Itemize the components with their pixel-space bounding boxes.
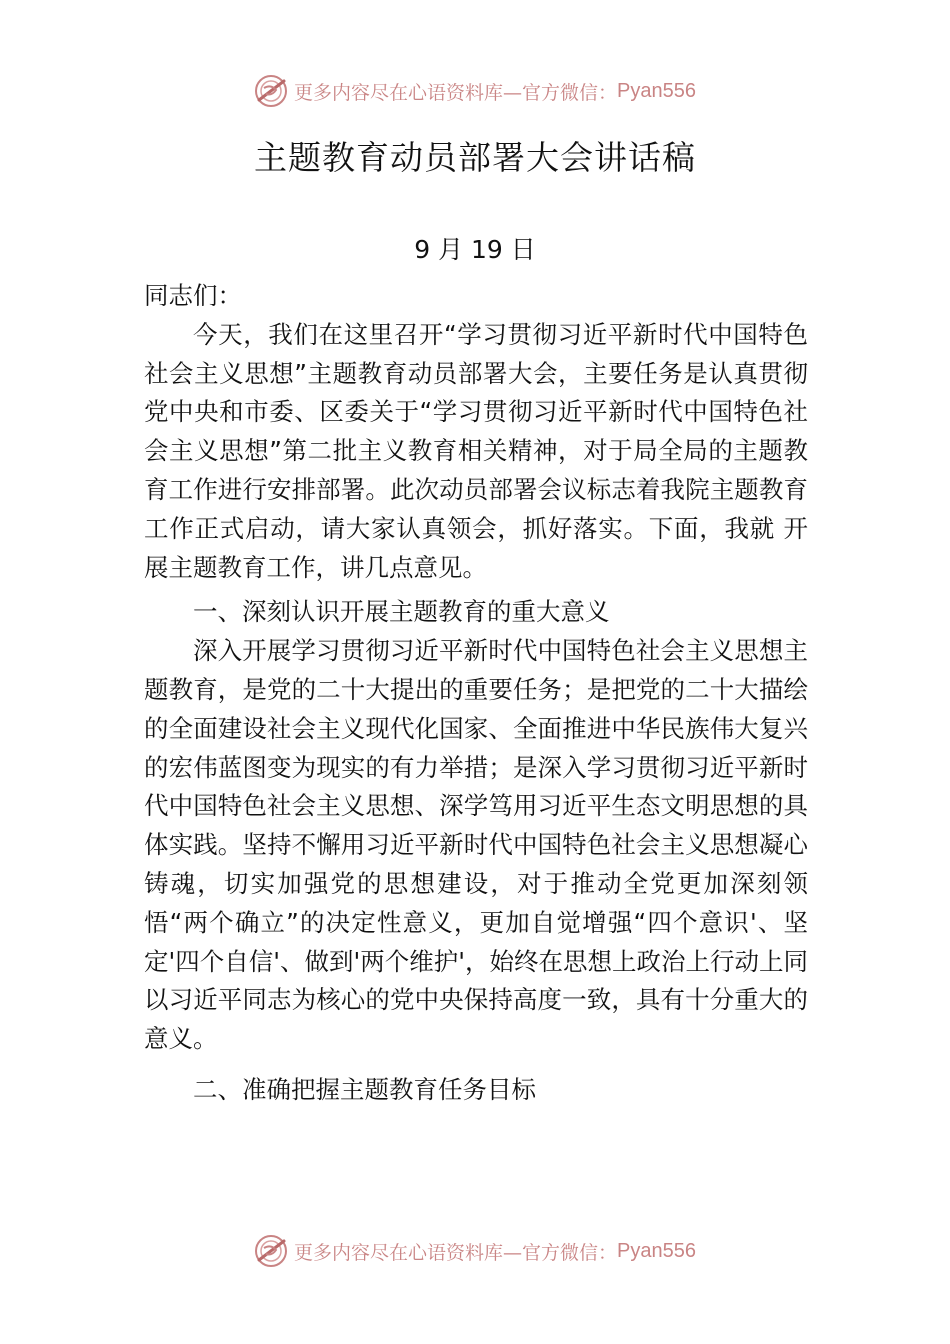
watermark-text: 更多内容尽在心语资料库—官方微信：: [294, 81, 618, 104]
footer-watermark: [0, 1234, 950, 1268]
paragraph-significance: 深入开展学习贯彻习近平新时代中国特色社会主义思想主题教育，是党的二十大提出的重要任务；是把党的二十大描绘的全面建设社会主义现代化国家、全面推进中华民族伟大复兴的宏伟蓝图变为现实的有力举措；是深入学习贯彻习近平新时代中国特色社会主义思想、深学笃用习近平生态文明思想的具体实践。坚持不懈用习近平新时代中国特色社会主义思想凝心铸魂，切实加强党的思想建设，对于推动全党更加深刻领悟“两个确立”的决定性意义，更加自觉增强“四个意识'、坚定'四个自信'、做到'两个维护'，始终在思想上政治上行动上同以习近平同志为核心的党中央保持高度一致，具有十分重大的意义。: [144, 636, 808, 1054]
watermark-logo-icon: [254, 74, 288, 108]
watermark-logo-icon: [254, 1234, 288, 1268]
paragraph-intro: 今天，我们在这里召开“学习贯彻习近平新时代中国特色社会主义思想”主题教育动员部署大会，主要任务是认真贯彻党中央和市委、区委关于“学习贯彻习近平新时代中国特色社会主义思想”第二批主义教育相关精神，对于局全局的主题教育工作进行安排部署。此次动员部署会议标志着我院主题教育工作正式启动，请大家认真领会，抓好落实。下面，我就 开展主题教育工作，讲几点意见。: [144, 319, 808, 582]
watermark-handle: Pyan556: [617, 1239, 696, 1262]
watermark-text: 更多内容尽在心语资料库—官方微信：: [294, 1241, 618, 1264]
header-watermark: [0, 74, 950, 108]
document-date: 9 月 19 日: [414, 235, 536, 264]
section-heading-2: 二、准确把握主题教育任务目标: [193, 1074, 536, 1104]
document-body: [144, 277, 808, 1110]
section-heading-1: 一、深刻认识开展主题教育的重大意义: [193, 597, 610, 627]
salutation: 同志们：: [144, 281, 242, 310]
watermark-handle: Pyan556: [617, 79, 696, 102]
document-title: 主题教育动员部署大会讲话稿: [254, 138, 696, 177]
